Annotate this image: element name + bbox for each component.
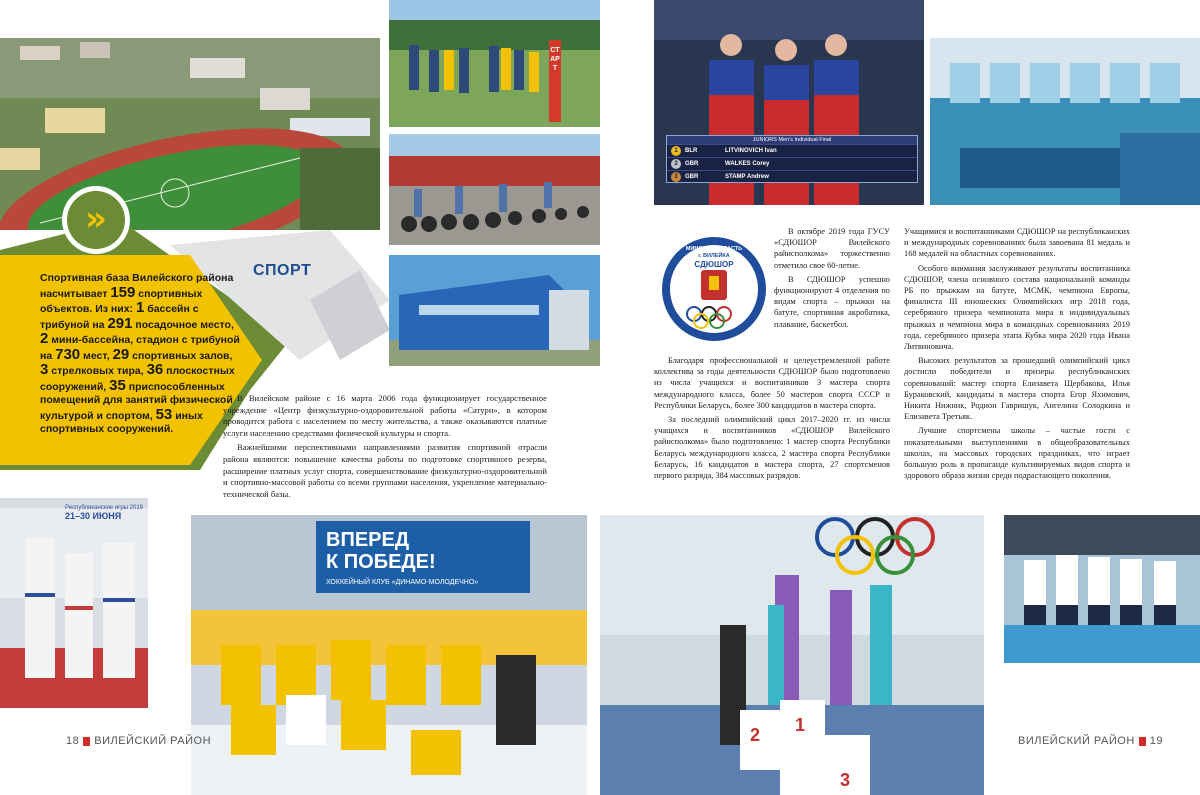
scoreboard-place: 1 — [671, 146, 681, 156]
left-body-text: В Вилейском районе с 16 марта 2006 года функционирует государственное учреждение «Центр физкультурно-оздоровительной работы «Сатурн», в котором проводится работа с населением по месту жительства, а также оказываются платные услуги населению средствами физической культуры и спорта. Важнейшими перспективными направлениями развития спортивной отрасли района являются: повышение качества работы по подготовке спортивного резерва, расширение платных услуг спорта, совершенствование физкультурно-оздоровительной и спортивно-массовой работы со всеми группами населения, укрепление материально-технической базы. — [223, 393, 547, 499]
logo-line3: СДЮШОР — [694, 260, 734, 269]
scoreboard — [666, 135, 918, 183]
logo-line1: МИНСКАЯ ОБЛАСТЬ — [685, 246, 743, 252]
podium-place-3: 3 — [840, 770, 851, 790]
facts-text: Спортивная база Вилейского района насчитывает 159 спортивных объектов. Из них: 1 бассейн с трибуной на 291 посадочное место, 2 мини-бассейна, стадион с трибуной на 730 мест, 29 спортивных залов, 3 стрелковых тира, 36 плоскостных сооружений, 35 приспособленных помещений для занятий физической культурой и спортом, 53 иных спортивных сооружений. — [40, 272, 240, 435]
sports-complex-photo — [389, 255, 600, 366]
right-col2-text: Учащимися и воспитанниками СДЮШОР на республиканских и международных соревнованиях была завоевана 81 медаль и 168 медалей на областных соревнованиях. Особого внимания заслуживают результаты воспитанника СДЮШОР, члена основного состава национальной команды РБ по прыжкам на батуте, МСМК, чемпиона Европы, финалиста III юношеских Олимпийских игр 2018 года, серебряного призера чемпионата мира в индивидуальных прыжках и чемпиона мира в командных соревнованиях 2019 года, серебряного призера этапа Кубка мира 2020 года Ивана Литвиновича. Высоких результатов за прошедший олимпийский цикл достигли победители и призеры республиканских соревнований: мастер спорта Елизавета Щербакова, Илья Бураковский, кандидаты в мастера спорта Егор Яхимович, Никита Нижник, Родион Гавришук, Ангелина Солодкина и Елизавета Третьяк. Лучшие спортсмены школы – частые гости с показательными выступлениями в общеобразовательных школах, на массовых городских праздниках, что играет большую роль в пропаганде культивируемых видов спорта и здорового образа жизни среди подрастающего поколения. — [904, 227, 1130, 481]
right-col1-text: В октябре 2019 года ГУСУ «СДЮШОР Вилейского райисполкома» торжественно отметило свое 60-летие. В СДЮШОР успешно функционируют 4 отделения по видам спорта – прыжки на батуте, спортивная акробатика, плавание, баскетбол. — [774, 227, 890, 329]
scoreboard-country: GBR — [685, 161, 699, 167]
start-event-photo — [389, 0, 600, 127]
scoreboard-place: 3 — [671, 172, 681, 182]
right-folio: ВИЛЕЙСКИЙ РАЙОН 19 — [1018, 735, 1164, 747]
podium-place-1: 1 — [795, 715, 806, 735]
podium-place-2: 2 — [750, 725, 761, 745]
scoreboard-athlete: LITVINOVICH Ivan — [725, 148, 777, 154]
hockey-banner: ВПЕРЕД К ПОБЕДЕ! ХОККЕЙНЫЙ КЛУБ «ДИНАМО-МОЛОДЕЧНО» — [316, 521, 530, 593]
scoreboard-row — [667, 157, 917, 170]
scoreboard-country: BLR — [685, 148, 698, 154]
poster-text: Республиканские игры 2019 21–30 ИЮНЯ — [65, 505, 144, 521]
sdyushor-logo — [661, 236, 767, 342]
acrobatics-podium-photo — [600, 515, 984, 795]
hockey-team-photo — [191, 515, 587, 795]
left-folio: 18 ВИЛЕЙСКИЙ РАЙОН — [66, 735, 212, 747]
right-col1-cont-text: Благодаря профессиональной и целеустремленной работе коллектива за годы деятельности СДЮШОР было подготовлено из числа учащихся и воспитанников 3 мастера спорта международного класса, более 50 мастеров спорта СССР и Республики Беларусь, более 300 кандидатов в мастера спорта. За последний олимпийский цикл 2017–2020 гг. из числа учащихся и воспитанников «СДЮШОР Вилейского райисполкома» было подготовлено: 1 мастер спорта Республики Беларусь международного класса, 2 мастера спорта Республики Беларусь, 16 кандидатов в мастера спорта, 27 спортсменов первого разряда, 384 массовых разрядов. — [654, 356, 890, 481]
logo-line2: г. ВИЛЕЙКА — [698, 253, 730, 259]
scoreboard-country: GBR — [685, 174, 699, 180]
scoreboard-place: 2 — [671, 159, 681, 169]
scoreboard-athlete: STAMP Andrew — [725, 174, 769, 180]
gymnasts-podium-photo — [654, 0, 924, 205]
scoreboard-title: JUNIORS Men's Individual Final — [667, 136, 917, 144]
cyclists-photo — [389, 134, 600, 245]
scoreboard-athlete: WALKES Corey — [725, 161, 770, 167]
swimmers-award-photo — [1004, 515, 1200, 663]
chevron-badge-icon: » — [62, 186, 130, 254]
scoreboard-row — [667, 144, 917, 157]
scoreboard-row — [667, 170, 917, 183]
section-title: СПОРТ — [253, 262, 312, 279]
trampoline-hall-photo — [930, 38, 1200, 205]
karate-photo — [0, 498, 148, 708]
start-sign-label: СТАРТ — [550, 47, 560, 72]
